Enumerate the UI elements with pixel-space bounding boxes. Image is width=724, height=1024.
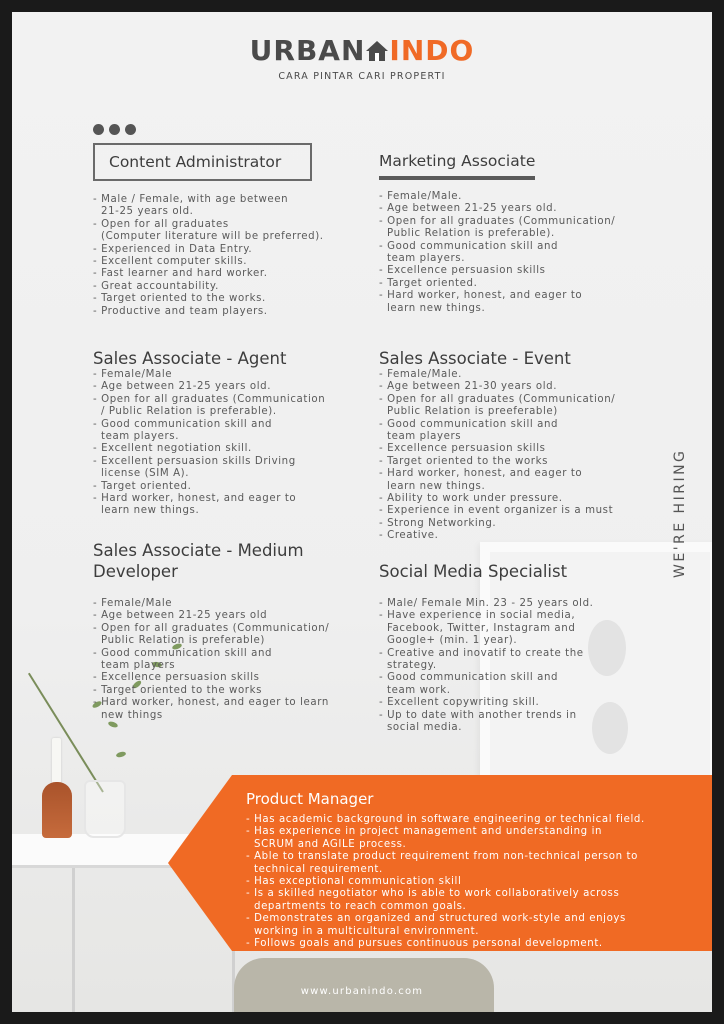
dot (125, 124, 136, 135)
website-url: www.urbanindo.com (300, 986, 424, 997)
requirement-item: - Good communication skill and team players. (379, 240, 559, 265)
brand-logo (0, 34, 724, 82)
job-social-media-specialist (379, 561, 679, 734)
brand-tagline: CARA PINTAR CARI PROPERTI (278, 71, 446, 82)
leaf-decoration (116, 751, 127, 758)
requirement-item: - Excellence persuasion skills (379, 443, 546, 455)
requirement-item: - Good communication skill and team players. (93, 418, 273, 443)
requirement-item: - Male/ Female Min. 23 - 25 years old. (379, 598, 594, 609)
glass-vase-decoration (84, 780, 126, 838)
requirement-item: - Excellent negotiation skill. (93, 443, 252, 455)
requirement-item: - Hard worker, honest, and eager to learn new things. (93, 493, 297, 517)
job-title-line-2: Developer (93, 562, 178, 581)
requirement-item: - Fast learner and hard worker. (93, 268, 268, 280)
job-title: Product Manager (246, 790, 374, 808)
requirement-item: - Hard worker, honest, and eager to learn new things. (379, 468, 583, 492)
job-product-manager (246, 789, 696, 950)
requirements-list (379, 191, 679, 315)
requirement-item: - Has experience in project management and understanding in SCRUM and AGILE process. (246, 826, 603, 850)
requirement-item: - Good communication skill and team players (93, 647, 273, 672)
job-title: Content Administrator (93, 143, 312, 181)
requirement-item: - Male / Female, with age between 21-25 years old. (93, 194, 289, 218)
requirement-item: - Has academic background in software engineering or technical field. (246, 814, 645, 825)
job-title-line-1: Sales Associate - Medium (93, 541, 304, 560)
requirements-list (93, 194, 353, 318)
requirement-item: - Female/Male (93, 598, 173, 609)
logo-text-left: URBAN (249, 34, 366, 67)
requirement-item: - Has exceptional communication skill (246, 876, 462, 888)
hiring-side-label: WE'RE HIRING (672, 448, 688, 578)
job-sales-associate-event (379, 348, 679, 543)
dots-icon (93, 124, 136, 135)
candle-holder-decoration (42, 782, 72, 838)
requirement-item: - Target oriented to the works. (93, 293, 266, 305)
requirement-item: - Hard worker, honest, and eager to learn new things. (379, 290, 583, 314)
candle-decoration (52, 738, 61, 784)
chair-decoration (234, 958, 494, 1012)
requirement-item: - Ability to work under pressure. (379, 493, 563, 505)
requirements-list (93, 369, 363, 518)
requirement-item: - Excellent persuasion skills Driving license (SIM A). (93, 455, 296, 480)
requirement-item: - Experience in event organizer is a must (379, 505, 614, 517)
requirement-item: - Open for all graduates (Communication/ Public Relation is preferable) (93, 622, 330, 647)
requirement-item: - Age between 21-25 years old (93, 610, 268, 622)
requirement-item: - Age between 21-30 years old. (379, 381, 558, 393)
requirement-item: - Productive and team players. (93, 305, 268, 317)
requirement-item: - Excellent copywriting skill. (379, 697, 540, 709)
requirement-item: - Excellence persuasion skills (93, 672, 260, 684)
requirement-item: - Open for all graduates (Computer literature will be preferred). (93, 218, 324, 243)
requirement-item: - Open for all graduates (Communication/ Public Relation is preferable). (379, 215, 616, 240)
requirement-item: - Excellent computer skills. (93, 256, 248, 268)
house-icon (365, 36, 389, 58)
requirements-list (379, 598, 679, 734)
requirement-item: - Female/Male. (379, 369, 462, 380)
job-title: Marketing Associate (379, 151, 535, 180)
requirement-item: - Good communication skill and team work. (379, 672, 559, 696)
job-title: Sales Associate - Event (379, 349, 571, 368)
requirement-item: - Target oriented to the works (379, 455, 548, 467)
requirement-item: - Strong Networking. (379, 517, 497, 529)
job-marketing-associate (379, 151, 679, 315)
requirement-item: - Female/Male (93, 369, 173, 380)
requirement-item: - Hard worker, honest, and eager to learn new things (93, 697, 329, 721)
requirement-item: - Age between 21-25 years old. (93, 381, 272, 393)
job-sales-associate-agent (93, 348, 363, 518)
job-content-administrator (93, 143, 353, 318)
job-sales-associate-medium-developer (93, 540, 363, 722)
requirement-item: - Creative and inovatif to create the strategy. (379, 647, 584, 672)
requirement-item: - Great accountability. (93, 280, 219, 292)
requirement-item: - Target oriented. (93, 480, 192, 492)
requirement-item: - Able to translate product requirement from non-technical person to technical requirement. (246, 851, 638, 875)
requirement-item: - Up to date with another trends in social media. (379, 709, 577, 734)
requirements-list (93, 598, 363, 722)
requirement-item: - Excellence persuasion skills (379, 265, 546, 277)
dot (109, 124, 120, 135)
requirements-list (246, 814, 696, 950)
requirement-item: - Is a skilled negotiator who is able to work collaboratively across departments to reach common goals. (246, 888, 620, 912)
requirement-item: - Age between 21-25 years old. (379, 203, 558, 215)
requirement-item: - Female/Male. (379, 191, 462, 202)
requirement-item: - Creative. (379, 530, 439, 542)
job-title: Social Media Specialist (379, 562, 568, 581)
requirement-item: - Good communication skill and team players (379, 418, 559, 443)
requirement-item: - Open for all graduates (Communication / Public Relation is preferable). (93, 393, 326, 418)
requirement-item: - Follows goals and pursues continuous personal development. (246, 938, 603, 950)
requirement-item: - Demonstrates an organized and structured work-style and enjoys working in a multicultural environment. (246, 913, 626, 937)
requirement-item: - Target oriented. (379, 277, 478, 289)
requirement-item: - Have experience in social media, Facebook, Twitter, Instagram and Google+ (min. 1 year). (379, 610, 576, 647)
dot (93, 124, 104, 135)
requirement-item: - Open for all graduates (Communication/ Public Relation is preeferable) (379, 393, 616, 418)
logo-text-right: INDO (389, 34, 475, 67)
job-title: Sales Associate - Agent (93, 349, 287, 368)
requirement-item: - Target oriented to the works (93, 684, 262, 696)
requirements-list (379, 369, 679, 543)
requirement-item: - Experienced in Data Entry. (93, 243, 253, 255)
